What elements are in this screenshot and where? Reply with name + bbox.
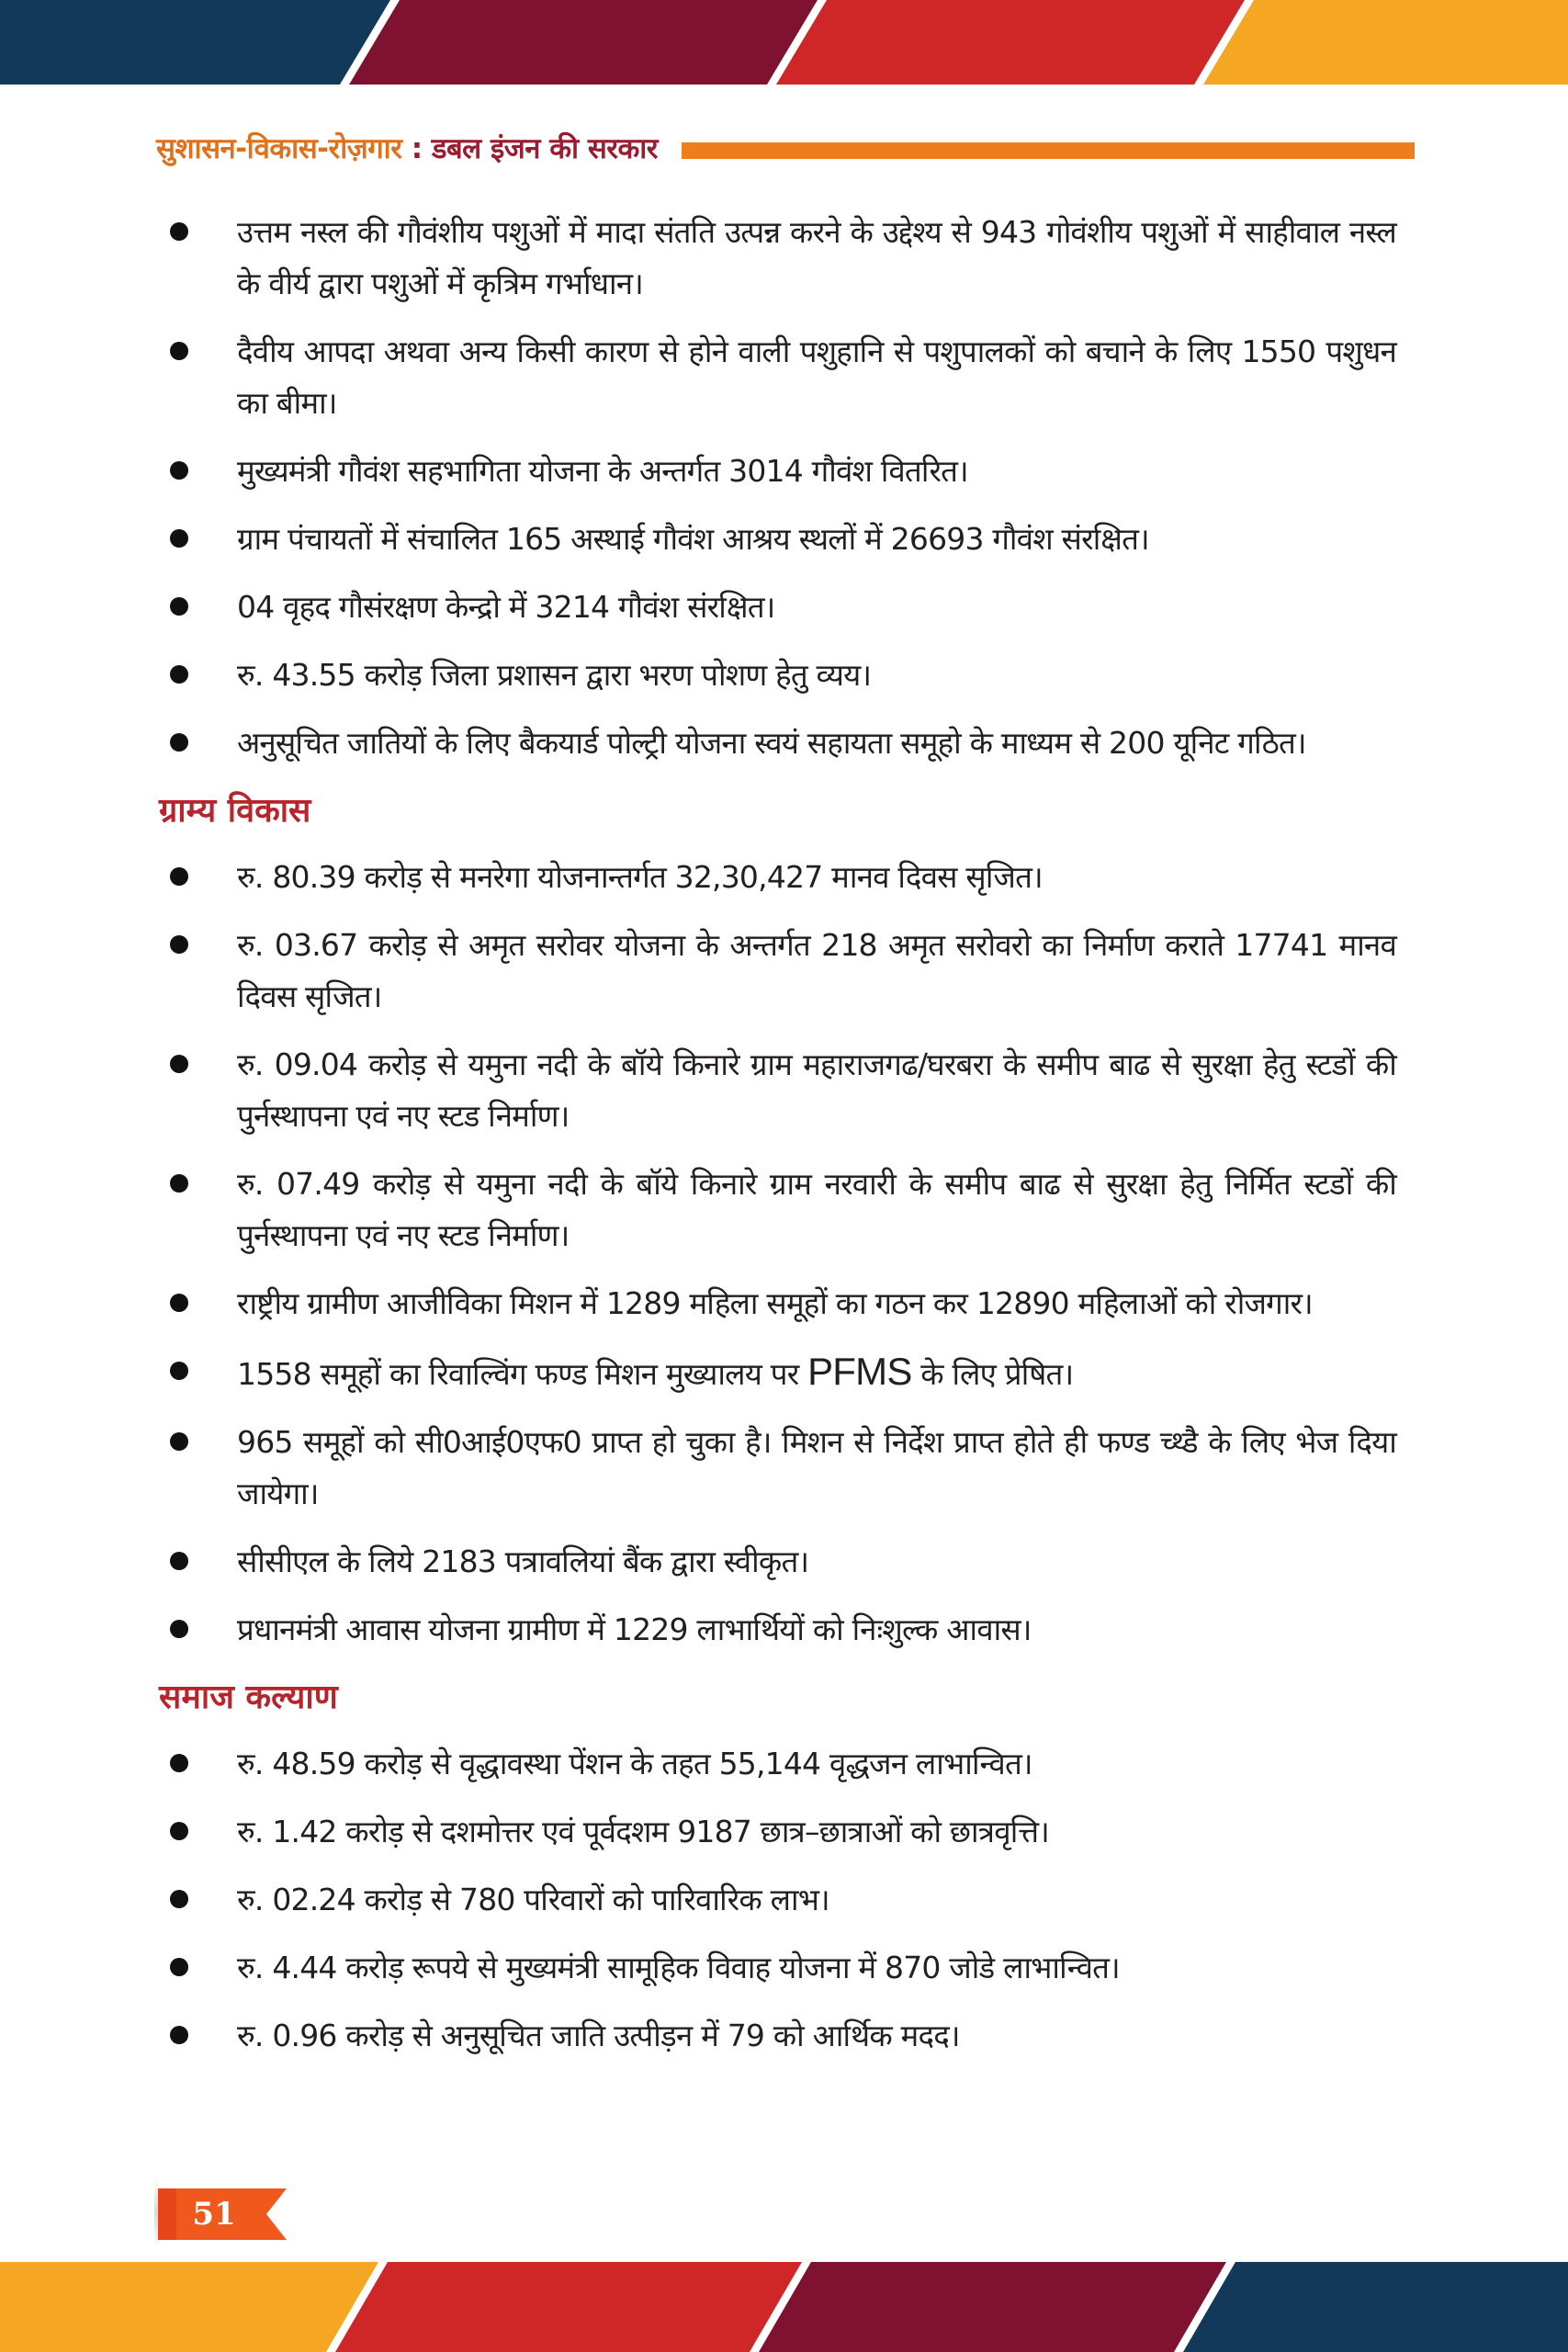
intro-bullet-list <box>170 207 1396 769</box>
bullet-icon <box>170 597 188 616</box>
list-item-pfms <box>170 1346 1396 1400</box>
list-item-text: रु. 09.04 करोड़ से यमुना नदी के बॉये किनारे ग्राम महाराजगढ/घरबरा के समीप बाढ से सुरक्षा हेतु स्टडों की पुर्नस्थापना एवं नए स्टड निर्माण। <box>237 1046 1396 1134</box>
list-item <box>170 920 1396 1023</box>
bottom-color-band <box>0 2262 1568 2352</box>
list-item-text: रु. 02.24 करोड़ से 780 परिवारों को पारिवारिक लाभ। <box>237 1882 829 1917</box>
list-item-text: रु. 07.49 करोड़ से यमुना नदी के बॉये किनारे ग्राम नरवारी के समीप बाढ से सुरक्षा हेतु निर्मित स्टडों की पुर्नस्थापना एवं नए स्टड निर्माण। <box>237 1166 1396 1253</box>
list-item-text: रु. 1.42 करोड़ से दशमोत्तर एवं पूर्वदशम 9187 छात्र–छात्राओं को छात्रवृत्ति। <box>237 1814 1050 1849</box>
list-item-text: रु. 0.96 करोड़ से अनुसूचित जाति उत्पीड़न में 79 को आर्थिक मदद। <box>237 2018 960 2053</box>
bullet-icon <box>170 1055 188 1073</box>
list-item-text: रु. 43.55 करोड़ जिला प्रशासन द्वारा भरण पोशण हेतु व्यय। <box>237 657 872 693</box>
list-item <box>170 852 1396 903</box>
rural-bullet-list <box>170 852 1396 1329</box>
bullet-icon <box>170 1432 188 1451</box>
bullet-icon <box>170 935 188 954</box>
pfms-text-emph: PFMS <box>807 1350 912 1393</box>
list-item <box>170 1738 1396 1790</box>
list-item <box>170 1604 1396 1656</box>
bullet-icon <box>170 1174 188 1193</box>
bullet-icon <box>170 867 188 886</box>
page-number-tab <box>158 2188 287 2240</box>
list-item-text: रु. 03.67 करोड़ से अमृत सरोवर योजना के अन्तर्गत 218 अमृत सरोवरो का निर्माण कराते 17741 मानव दिवस सृजित। <box>237 927 1396 1014</box>
bullet-icon <box>170 461 188 480</box>
top-color-band <box>0 0 1568 85</box>
rural-bullet-list-continued <box>170 1417 1396 1656</box>
pfms-text-after: के लिए प्रेषित। <box>911 1356 1074 1392</box>
bullet-icon <box>170 222 188 241</box>
welfare-bullet-list <box>170 1738 1396 2062</box>
list-item <box>170 650 1396 701</box>
rural-development-heading: ग्राम्य विकास <box>159 792 311 830</box>
list-item-text: रु. 4.44 करोड़ रूपये से मुख्यमंत्री सामूहिक विवाह योजना में 870 जोडे लाभान्वित। <box>237 1950 1120 1985</box>
bullet-icon <box>170 1958 188 1976</box>
list-item-text: उत्तम नस्ल की गौवंशीय पशुओं में मादा संतति उत्पन्न करने के उद्देश्य से 943 गोवंशीय पशुओं में साहीवाल नस्ल के वीर्य द्वारा पशुओं में कृत्रिम गर्भाधान। <box>237 214 1396 301</box>
list-item-text: अनुसूचित जातियों के लिए बैकयार्ड पोल्ट्री योजना स्वयं सहायता समूहो के माध्यम से 200 यूनिट गठित। <box>237 725 1306 761</box>
list-item <box>170 1942 1396 1994</box>
social-welfare-heading: समाज कल्याण <box>159 1679 338 1716</box>
page-header <box>156 127 1415 169</box>
list-item <box>170 1278 1396 1329</box>
bullet-icon <box>170 1754 188 1772</box>
list-item <box>170 1874 1396 1926</box>
list-item-text: 04 वृहद गौसंरक्षण केन्द्रो में 3214 गौवंश संरक्षित। <box>237 589 775 625</box>
list-item-text: सीसीएल के लिये 2183 पत्रावलियां बैंक द्वारा स्वीकृत। <box>237 1544 809 1579</box>
list-item-text: ग्राम पंचायतों में संचालित 165 अस्थाई गौवंश आश्रय स्थलों में 26693 गौवंश संरक्षित। <box>237 521 1149 557</box>
bullet-icon <box>170 1620 188 1638</box>
list-item-text: प्रधानमंत्री आवास योजना ग्रामीण में 1229 लाभार्थियों को निःशुल्क आवास। <box>237 1611 1032 1647</box>
list-item-text: राष्ट्रीय ग्रामीण आजीविका मिशन में 1289 महिला समूहों का गठन कर 12890 महिलाओं को रोजगार। <box>237 1285 1313 1321</box>
list-item-text: रु. 48.59 करोड़ से वृद्धावस्था पेंशन के तहत 55,144 वृद्धजन लाभान्वित। <box>237 1746 1032 1781</box>
list-item <box>170 326 1396 429</box>
bullet-icon <box>170 1294 188 1312</box>
list-item <box>170 2010 1396 2062</box>
bullet-icon <box>170 1552 188 1570</box>
header-rule <box>682 142 1415 159</box>
list-item <box>170 718 1396 769</box>
list-item <box>170 1806 1396 1858</box>
header-title: सुशासन-विकास-रोज़गार : डबल इंजन की सरकार <box>156 132 658 165</box>
list-item-text: मुख्यमंत्री गौवंश सहभागिता योजना के अन्तर्गत 3014 गौवंश वितरित। <box>237 453 968 489</box>
page-number: 51 <box>192 2196 236 2233</box>
list-item <box>170 514 1396 565</box>
bullet-icon <box>170 1890 188 1908</box>
list-item <box>170 1039 1396 1142</box>
bullet-icon <box>170 342 188 360</box>
bullet-icon <box>170 1362 188 1380</box>
list-item <box>170 446 1396 497</box>
bullet-icon <box>170 733 188 752</box>
list-item <box>170 582 1396 633</box>
bullet-icon <box>170 2026 188 2044</box>
list-item-text: दैवीय आपदा अथवा अन्य किसी कारण से होने वाली पशुहानि से पशुपालकों को बचाने के लिए 1550 पशुधन का बीमा। <box>237 334 1396 421</box>
list-item <box>170 1536 1396 1588</box>
list-item-text: रु. 80.39 करोड़ से मनरेगा योजनान्तर्गत 32,30,427 मानव दिवस सृजित। <box>237 859 1043 895</box>
bullet-icon <box>170 1822 188 1840</box>
list-item <box>170 207 1396 310</box>
list-item-text <box>237 1346 1396 1400</box>
page-content <box>159 207 1396 2078</box>
list-item <box>170 1417 1396 1520</box>
list-item <box>170 1159 1396 1261</box>
bullet-icon <box>170 665 188 684</box>
bullet-icon <box>170 529 188 548</box>
pfms-text-before: 1558 समूहों का रिवाल्विंग फण्ड मिशन मुख्यालय पर <box>237 1356 808 1392</box>
list-item-text: 965 समूहों को सी0आई0एफ0 प्राप्त हो चुका है। मिशन से निर्देश प्राप्त होते ही फण्ड च्थ्डैै के लिए भेज दिया जायेगा। <box>237 1424 1396 1511</box>
